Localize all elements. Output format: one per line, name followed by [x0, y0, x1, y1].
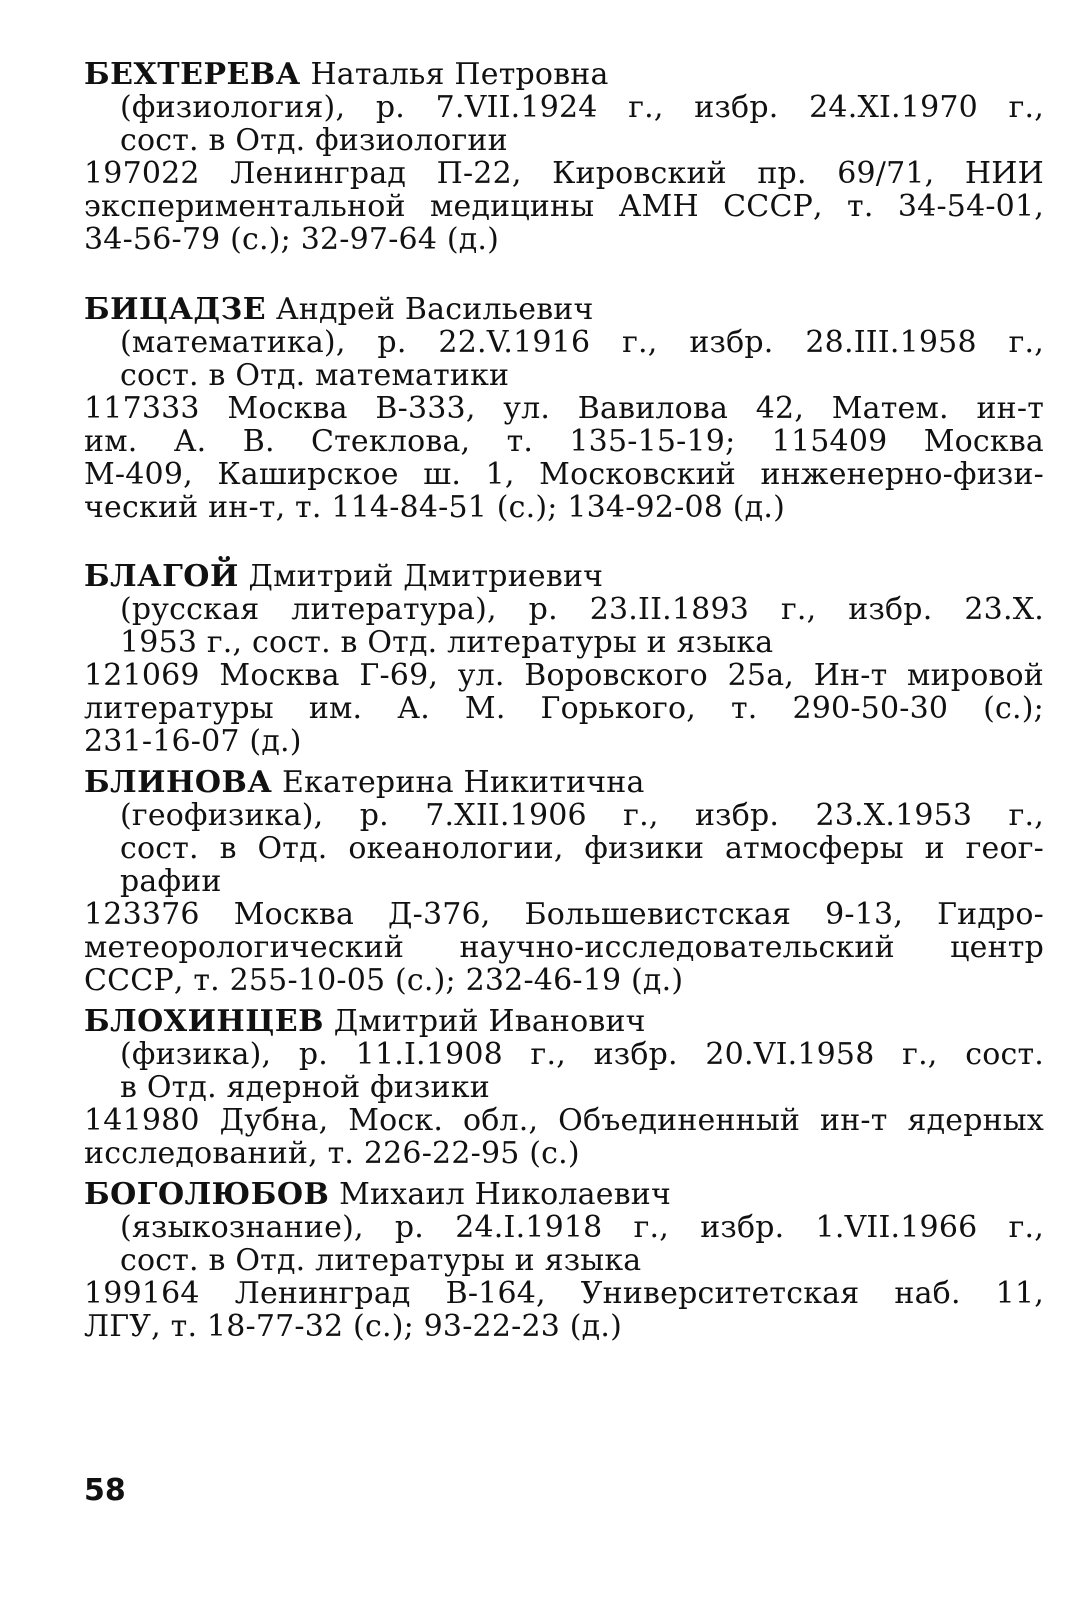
entry-address-line: им. А. В. Стеклова, т. 135-15-19; 115409 Москва: [84, 424, 1044, 459]
entry-address-line: 117333 Москва В-333, ул. Вавилова 42, Матем. ин-т: [84, 391, 1044, 426]
entry-given-name: Наталья Петровна: [310, 57, 609, 92]
entry-bio-line: (математика), р. 22.V.1916 г., избр. 28.III.1958 г.,: [120, 325, 1044, 360]
entry-bio-line: 1953 г., сост. в Отд. литературы и языка: [120, 625, 774, 660]
entry-given-name: Андрей Васильевич: [275, 292, 594, 327]
entry-address-line: метеорологический научно-исследовательский центр: [84, 930, 1044, 965]
entry-bekhtereva: [84, 58, 1044, 256]
entry-address-line: литературы им. А. М. Горького, т. 290-50-30 (с.);: [84, 691, 1044, 726]
entry-blinova: [84, 766, 1044, 997]
entry-name-line: [84, 1005, 1044, 1038]
entry-bitsadze: [84, 293, 1044, 524]
entry-given-name: Михаил Николаевич: [339, 1177, 672, 1212]
entry-address-line: М-409, Каширское ш. 1, Московский инженерно-физи-: [84, 457, 1044, 492]
entry-surname: БЛИНОВА: [84, 765, 273, 800]
entry-surname: БЕХТЕРЕВА: [84, 57, 301, 92]
entry-bio-line: сост. в Отд. литературы и языка: [120, 1243, 642, 1278]
page-number: 58: [84, 1473, 126, 1508]
entry-blokhintsev: [84, 1005, 1044, 1170]
entry-address-line: экспериментальной медицины АМН СССР, т. 34-54-01,: [84, 189, 1044, 224]
entry-bio-line: (физика), р. 11.I.1908 г., избр. 20.VI.1958 г., сост.: [120, 1037, 1044, 1072]
directory-page: [84, 58, 1044, 1343]
entry-given-name: Дмитрий Дмитриевич: [248, 559, 604, 594]
entry-bio-line: сост. в Отд. математики: [120, 358, 510, 393]
entry-address-line: 141980 Дубна, Моск. обл., Объединенный ин-т ядерных: [84, 1103, 1044, 1138]
entry-address-line: ческий ин-т, т. 114-84-51 (с.); 134-92-08 (д.): [84, 490, 785, 525]
entry-surname: БЛАГОЙ: [84, 559, 239, 594]
entry-name-line: [84, 293, 1044, 326]
entry-bio-line: (геофизика), р. 7.XII.1906 г., избр. 23.X.1953 г.,: [120, 798, 1044, 833]
entry-name-line: [84, 766, 1044, 799]
entry-bio-line: сост. в Отд. океанологии, физики атмосферы и геог-: [120, 831, 1044, 866]
entry-bio-line: (русская литература), р. 23.II.1893 г., избр. 23.X.: [120, 592, 1044, 627]
entry-address-line: СССР, т. 255-10-05 (с.); 232-46-19 (д.): [84, 963, 684, 998]
entry-given-name: Дмитрий Иванович: [333, 1004, 646, 1039]
entry-name-line: [84, 58, 1044, 91]
entry-surname: БИЦАДЗЕ: [84, 292, 267, 327]
entry-address-line: 121069 Москва Г-69, ул. Воровского 25а, Ин-т мировой: [84, 658, 1044, 693]
entry-address-line: 231-16-07 (д.): [84, 724, 302, 759]
entry-address-line: 199164 Ленинград В-164, Университетская наб. 11,: [84, 1276, 1044, 1311]
entry-bio-line: (физиология), р. 7.VII.1924 г., избр. 24.XI.1970 г.,: [120, 90, 1044, 125]
entry-blagoy: [84, 560, 1044, 758]
entry-name-line: [84, 560, 1044, 593]
entry-name-line: [84, 1178, 1044, 1211]
entry-address-line: 123376 Москва Д-376, Большевистская 9-13, Гидро-: [84, 897, 1044, 932]
entry-surname: БЛОХИНЦЕВ: [84, 1004, 324, 1039]
entry-address-line: 197022 Ленинград П-22, Кировский пр. 69/71, НИИ: [84, 156, 1044, 191]
entry-bio-line: (языкознание), р. 24.I.1918 г., избр. 1.VII.1966 г.,: [120, 1210, 1044, 1245]
entry-surname: БОГОЛЮБОВ: [84, 1177, 330, 1212]
entry-bogolyubov: [84, 1178, 1044, 1343]
entry-address-line: исследований, т. 226-22-95 (с.): [84, 1136, 580, 1171]
entry-address-line: ЛГУ, т. 18-77-32 (с.); 93-22-23 (д.): [84, 1309, 622, 1344]
entry-given-name: Екатерина Никитична: [282, 765, 645, 800]
entry-bio-line: в Отд. ядерной физики: [120, 1070, 490, 1105]
entry-address-line: 34-56-79 (с.); 32-97-64 (д.): [84, 222, 500, 257]
entry-bio-line: сост. в Отд. физиологии: [120, 123, 508, 158]
entry-bio-line: рафии: [120, 864, 222, 899]
